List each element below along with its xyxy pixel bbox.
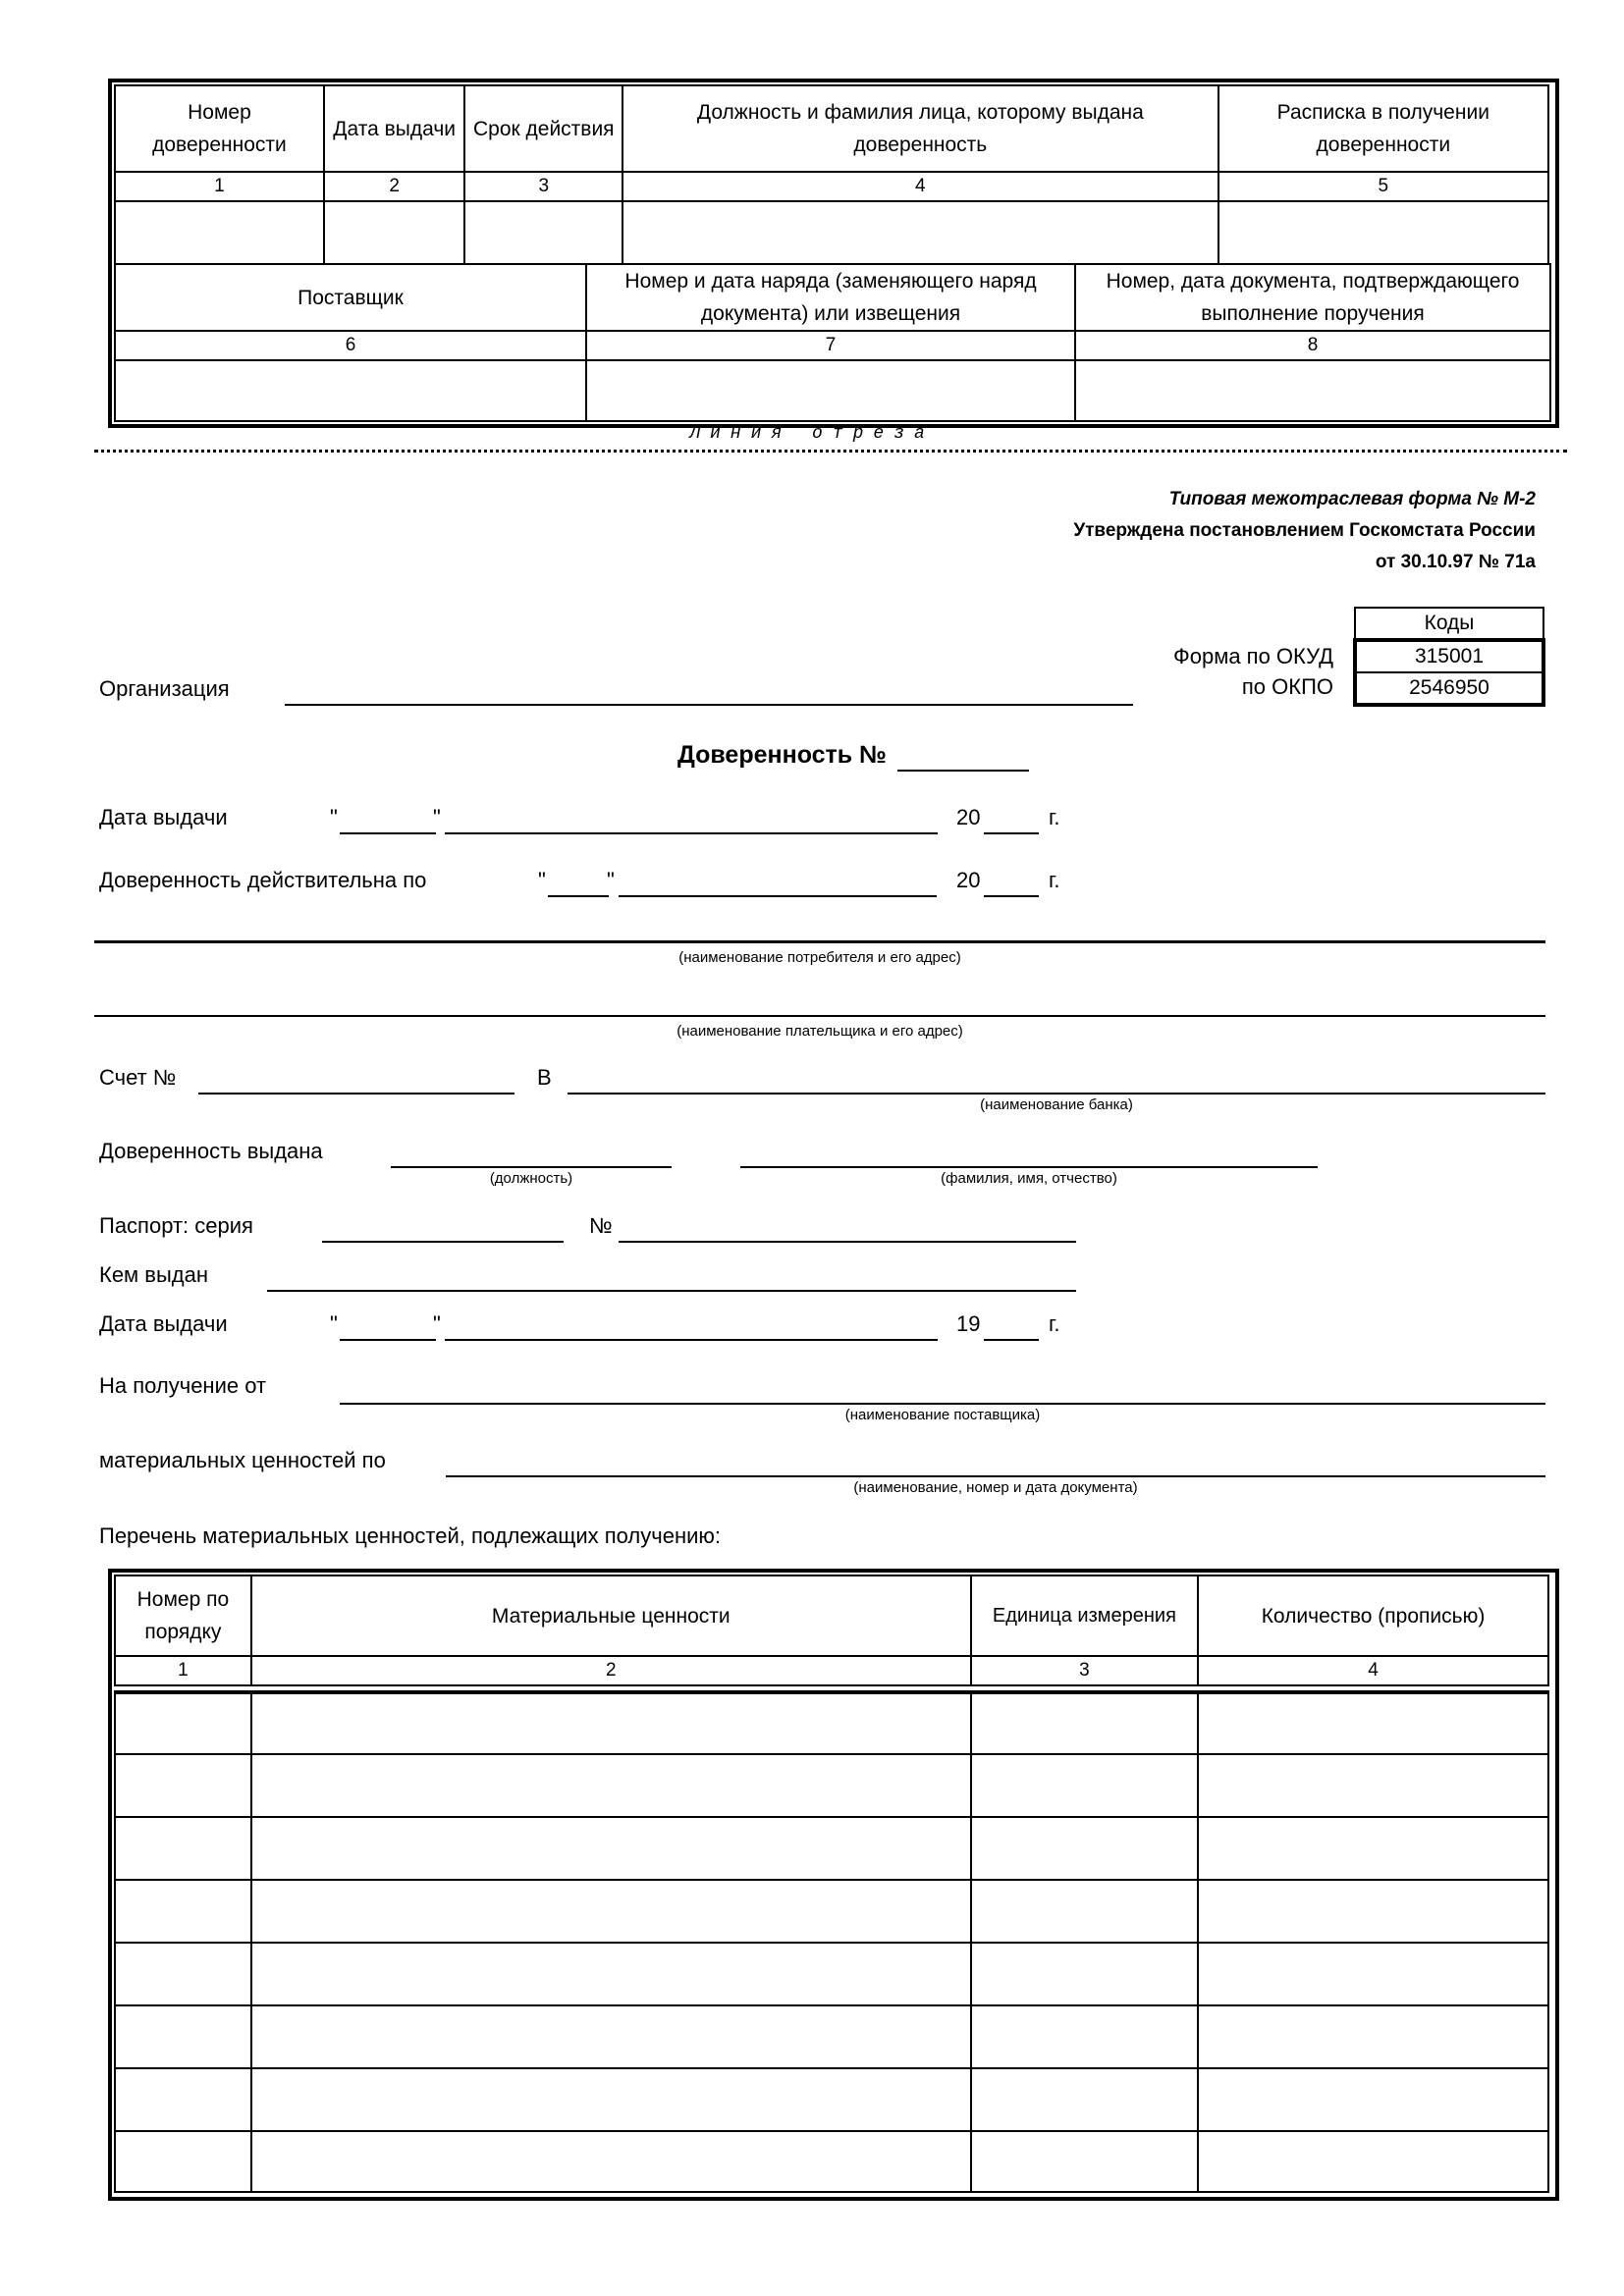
stub-col-number: 7 [586, 331, 1075, 360]
okpo-value[interactable]: 2546950 [1355, 672, 1543, 705]
item-cell[interactable] [115, 2005, 251, 2068]
document-title: Доверенность № [677, 741, 887, 769]
item-cell[interactable] [971, 1943, 1198, 2005]
codes-header: Коды [1355, 608, 1543, 640]
quote-close: " [433, 1311, 441, 1336]
items-header-number: Номер по порядку [115, 1575, 251, 1656]
year-suffix: г. [1049, 1311, 1060, 1336]
item-cell[interactable] [251, 2005, 971, 2068]
item-cell[interactable] [115, 2068, 251, 2131]
table-row [115, 1754, 1548, 1817]
stub-header-receipt: Расписка в получении доверенности [1218, 85, 1548, 172]
item-cell[interactable] [1198, 1692, 1548, 1754]
bank-in-label: В [537, 1065, 552, 1090]
quote-open: " [538, 868, 546, 892]
list-title: Перечень материальных ценностей, подлежащих получению: [99, 1523, 722, 1548]
table-row [115, 1880, 1548, 1943]
stub-col-number: 8 [1075, 331, 1550, 360]
document-ref-caption: (наименование, номер и дата документа) [853, 1479, 1138, 1496]
year-prefix: 20 [956, 805, 981, 829]
values-by-label: материальных ценностей по [99, 1448, 386, 1472]
stub-header-order: Номер и дата наряда (заменяющего наряд документа) или извещения [586, 264, 1075, 331]
item-cell[interactable] [115, 1943, 251, 2005]
item-cell[interactable] [251, 2068, 971, 2131]
stub-cell-person[interactable] [623, 201, 1218, 264]
position-caption: (должность) [489, 1170, 573, 1187]
quote-open: " [330, 805, 338, 829]
items-header-values: Материальные ценности [251, 1575, 971, 1656]
valid-until-label: Доверенность действительна по [99, 868, 427, 892]
stub-table-top [114, 84, 1549, 265]
year-prefix: 20 [956, 868, 981, 892]
year-suffix: г. [1049, 805, 1060, 829]
issued-by-input[interactable] [267, 1266, 1076, 1292]
stub-col-number: 4 [623, 172, 1218, 201]
items-table-body [114, 1690, 1549, 2193]
payer-input[interactable] [94, 991, 1545, 1017]
item-cell[interactable] [971, 1692, 1198, 1754]
item-cell[interactable] [1198, 2005, 1548, 2068]
full-name-input[interactable] [740, 1143, 1318, 1168]
item-cell[interactable] [1198, 1754, 1548, 1817]
stub-header-confirm-doc: Номер, дата документа, подтверждающего выполнение поручения [1075, 264, 1550, 331]
passport-day-input[interactable] [340, 1315, 436, 1341]
items-col-number: 3 [971, 1656, 1198, 1685]
issue-date-label: Дата выдачи [99, 805, 228, 829]
valid-day-input[interactable] [548, 872, 609, 897]
receive-from-label: На получение от [99, 1373, 267, 1398]
stub-cell-validity[interactable] [464, 201, 623, 264]
items-table [114, 1575, 1549, 1686]
stub-cell-order[interactable] [586, 360, 1075, 421]
passport-year-input[interactable] [984, 1315, 1039, 1341]
year-suffix: г. [1049, 868, 1060, 892]
item-cell[interactable] [971, 2068, 1198, 2131]
items-col-number: 4 [1198, 1656, 1548, 1685]
item-cell[interactable] [971, 1754, 1198, 1817]
valid-year-input[interactable] [984, 872, 1039, 897]
codes-table [1353, 607, 1545, 707]
stub-header-person: Должность и фамилия лица, которому выдана доверенность [623, 85, 1218, 172]
items-col-number: 2 [251, 1656, 971, 1685]
item-cell[interactable] [115, 1692, 251, 1754]
items-col-number: 1 [115, 1656, 251, 1685]
stub-header-number: Номер доверенности [115, 85, 324, 172]
item-cell[interactable] [971, 1880, 1198, 1943]
issue-year-input[interactable] [984, 809, 1039, 834]
passport-number-input[interactable] [619, 1217, 1076, 1243]
stub-cell-number[interactable] [115, 201, 324, 264]
full-name-caption: (фамилия, имя, отчество) [941, 1170, 1117, 1187]
item-cell[interactable] [115, 1754, 251, 1817]
okpo-label: по ОКПО [1241, 674, 1333, 699]
bank-caption: (наименование банка) [980, 1096, 1133, 1113]
form-type-label: Типовая межотраслевая форма № М-2 [1168, 489, 1536, 509]
table-row [115, 1943, 1548, 2005]
payer-caption: (наименование плательщика и его адрес) [677, 1023, 963, 1040]
item-cell[interactable] [115, 2131, 251, 2192]
items-header-quantity: Количество (прописью) [1198, 1575, 1548, 1656]
stub-col-number: 1 [115, 172, 324, 201]
stub-table-bottom [114, 263, 1551, 422]
consumer-caption: (наименование потребителя и его адрес) [678, 949, 961, 966]
table-row [115, 1692, 1548, 1754]
stub-header-supplier: Поставщик [115, 264, 586, 331]
item-cell[interactable] [251, 1880, 971, 1943]
item-cell[interactable] [115, 1880, 251, 1943]
item-cell[interactable] [251, 1692, 971, 1754]
item-cell[interactable] [115, 1817, 251, 1880]
cut-line-label: Линия отреза [689, 424, 935, 444]
okud-value[interactable]: 315001 [1355, 640, 1543, 672]
organization-label: Организация [99, 676, 230, 701]
table-row [115, 2068, 1548, 2131]
account-label: Счет № [99, 1065, 177, 1090]
stub-header-validity: Срок действия [464, 85, 623, 172]
passport-number-label: № [589, 1213, 613, 1238]
table-row [115, 2131, 1548, 2192]
item-cell[interactable] [251, 1943, 971, 2005]
item-cell[interactable] [971, 2131, 1198, 2192]
stub-col-number: 6 [115, 331, 586, 360]
position-input[interactable] [391, 1143, 672, 1168]
issue-day-input[interactable] [340, 809, 436, 834]
okud-label: Форма по ОКУД [1173, 644, 1333, 668]
item-cell[interactable] [1198, 2068, 1548, 2131]
item-cell[interactable] [251, 2131, 971, 2192]
form-approval-date: от 30.10.97 № 71а [1375, 552, 1536, 572]
stub-col-number: 5 [1218, 172, 1548, 201]
stub-cell-date[interactable] [324, 201, 465, 264]
valid-month-input[interactable] [619, 872, 937, 897]
item-cell[interactable] [251, 1754, 971, 1817]
passport-month-input[interactable] [445, 1315, 938, 1341]
passport-date-label: Дата выдачи [99, 1311, 228, 1336]
year-prefix: 19 [956, 1311, 981, 1336]
stub-cell-receipt[interactable] [1218, 201, 1548, 264]
bank-input[interactable] [568, 1069, 1545, 1095]
passport-series-input[interactable] [322, 1217, 564, 1243]
account-input[interactable] [198, 1069, 514, 1095]
item-cell[interactable] [251, 1817, 971, 1880]
stub-header-date: Дата выдачи [324, 85, 465, 172]
table-row [115, 1817, 1548, 1880]
item-cell[interactable] [1198, 1817, 1548, 1880]
supplier-input[interactable] [340, 1379, 1545, 1405]
item-cell[interactable] [971, 1817, 1198, 1880]
item-cell[interactable] [971, 2005, 1198, 2068]
organization-input[interactable] [285, 680, 1133, 706]
passport-series-label: Паспорт: серия [99, 1213, 253, 1238]
items-header-unit: Единица измерения [971, 1575, 1198, 1656]
document-number-input[interactable] [897, 746, 1029, 772]
stub-col-number: 3 [464, 172, 623, 201]
stub-col-number: 2 [324, 172, 465, 201]
issued-to-label: Доверенность выдана [99, 1139, 323, 1163]
issued-by-label: Кем выдан [99, 1262, 209, 1287]
document-ref-input[interactable] [446, 1452, 1545, 1477]
quote-close: " [607, 868, 615, 892]
supplier-caption: (наименование поставщика) [844, 1407, 1041, 1423]
stub-cell-supplier[interactable] [115, 360, 586, 421]
consumer-input[interactable] [94, 917, 1545, 943]
item-cell[interactable] [1198, 2131, 1548, 2192]
quote-close: " [433, 805, 441, 829]
item-cell[interactable] [1198, 1880, 1548, 1943]
stub-cell-confirm-doc[interactable] [1075, 360, 1550, 421]
issue-month-input[interactable] [445, 809, 938, 834]
cut-line [94, 450, 1567, 453]
table-row [115, 2005, 1548, 2068]
quote-open: " [330, 1311, 338, 1336]
item-cell[interactable] [1198, 1943, 1548, 2005]
form-approval-label: Утверждена постановлением Госкомстата России [1073, 520, 1536, 541]
